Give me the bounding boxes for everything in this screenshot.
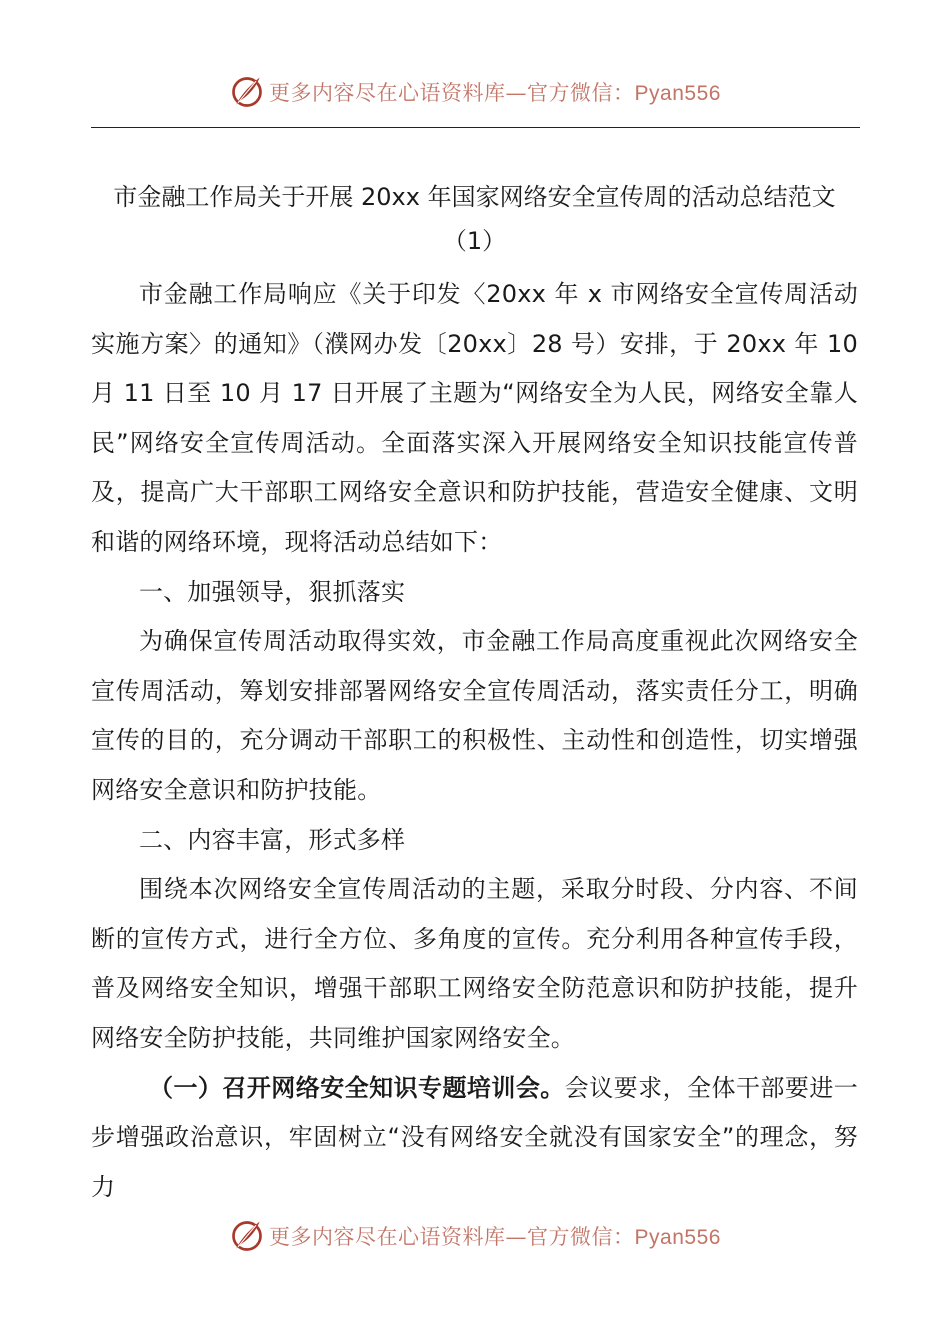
document-title-number: （1） (442, 227, 507, 255)
paragraph-intro: 市金融工作局响应《关于印发〈20xx 年 x 市网络安全宣传周活动实施方案〉的通知》（濮网办发〔20xx〕28 号）安排，于 20xx 年 10 月 11 日至 10 月 17 日开展了主题为“网络安全为人民，网络安全靠人民”网络安全宣传周活动。全面落实深入开展网络安全知识技能宣传普及，提高广大干部职工网络安全意识和防护技能，营造安全健康、文明和谐的网络环境，现将活动总结如下： (91, 280, 858, 556)
banner-wechat-id: Pyan556 (634, 82, 721, 105)
section-heading-1: 一、加强领导，狠抓落实 (139, 577, 406, 606)
banner-separator: — (505, 1225, 528, 1249)
banner-text (269, 77, 721, 107)
paragraph-section-1: 为确保宣传周活动取得实效，市金融工作局高度重视此次网络安全宣传周活动，筹划安排部署网络安全宣传周活动，落实责任分工，明确宣传的目的，充分调动干部职工的积极性、主动性和创造性，切实增强网络安全意识和防护技能。 (91, 627, 858, 804)
subsection-1-heading: （一）召开网络安全知识专题培训会。 (149, 1073, 565, 1102)
banner-wechat-label: 官方微信： (527, 81, 635, 105)
header-divider (91, 127, 860, 128)
header-banner (0, 72, 950, 112)
footer-banner (0, 1216, 950, 1256)
document-body (91, 176, 858, 1212)
banner-slogan: 更多内容尽在心语资料库 (269, 81, 506, 105)
banner-wechat-label: 官方微信： (527, 1225, 635, 1249)
document-title: 市金融工作局关于开展 20xx 年国家网络安全宣传周的活动总结范文 (113, 183, 836, 211)
banner-wechat-id: Pyan556 (634, 1226, 721, 1249)
subsection-1-text: 会议要求，全体干部要进一步增强政治意识，牢固树立“没有网络安全就没有国家安全”的理念，努力 (91, 1073, 858, 1201)
banner-slogan: 更多内容尽在心语资料库 (269, 1225, 506, 1249)
feather-logo-icon (229, 74, 265, 110)
banner-text (269, 1221, 721, 1251)
banner-separator: — (505, 81, 528, 105)
feather-logo-icon (229, 1218, 265, 1254)
paragraph-subsection-1 (91, 1064, 858, 1213)
paragraph-section-2: 围绕本次网络安全宣传周活动的主题，采取分时段、分内容、不间断的宣传方式，进行全方位、多角度的宣传。充分利用各种宣传手段，普及网络安全知识，增强干部职工网络安全防范意识和防护技能，提升网络安全防护技能，共同维护国家网络安全。 (91, 875, 858, 1052)
section-heading-2: 二、内容丰富，形式多样 (139, 825, 406, 854)
